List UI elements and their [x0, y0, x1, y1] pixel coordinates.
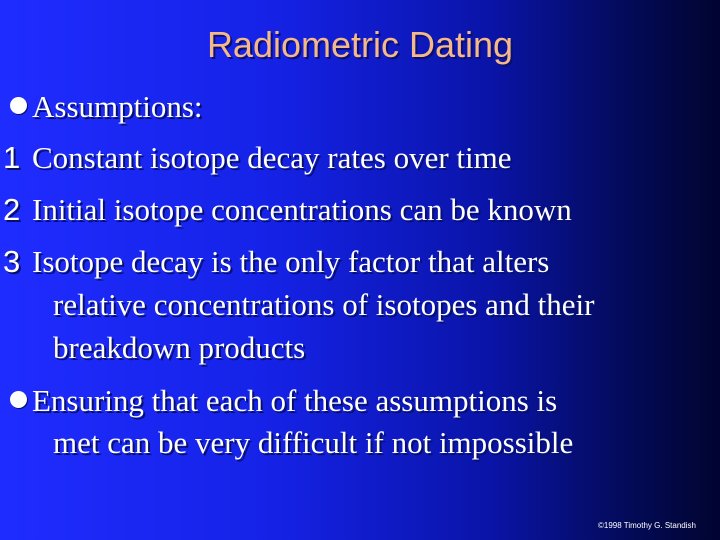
assumption-3-line-3: breakdown products — [53, 330, 306, 365]
round-bullet-icon — [10, 391, 27, 408]
assumption-1-number: 1 — [3, 140, 21, 175]
assumption-1-text: Constant isotope decay rates over time — [32, 140, 512, 175]
slide-title: Radiometric Dating — [206, 24, 514, 65]
closing-bullet-line-1: Ensuring that each of these assumptions is — [32, 383, 558, 418]
round-bullet-icon — [10, 97, 27, 114]
copyright-note: ©1998 Timothy G. Standish — [598, 521, 696, 530]
assumption-2-number: 2 — [3, 192, 21, 227]
assumption-3-line-2: relative concentrations of isotopes and their — [53, 287, 595, 322]
closing-bullet-line-2: met can be very difficult if not impossible — [53, 425, 574, 460]
assumption-3-line-1: Isotope decay is the only factor that alters — [32, 244, 550, 279]
assumption-2-text: Initial isotope concentrations can be known — [32, 192, 572, 227]
assumption-3-number: 3 — [3, 244, 21, 279]
assumptions-heading: Assumptions: — [32, 89, 203, 124]
